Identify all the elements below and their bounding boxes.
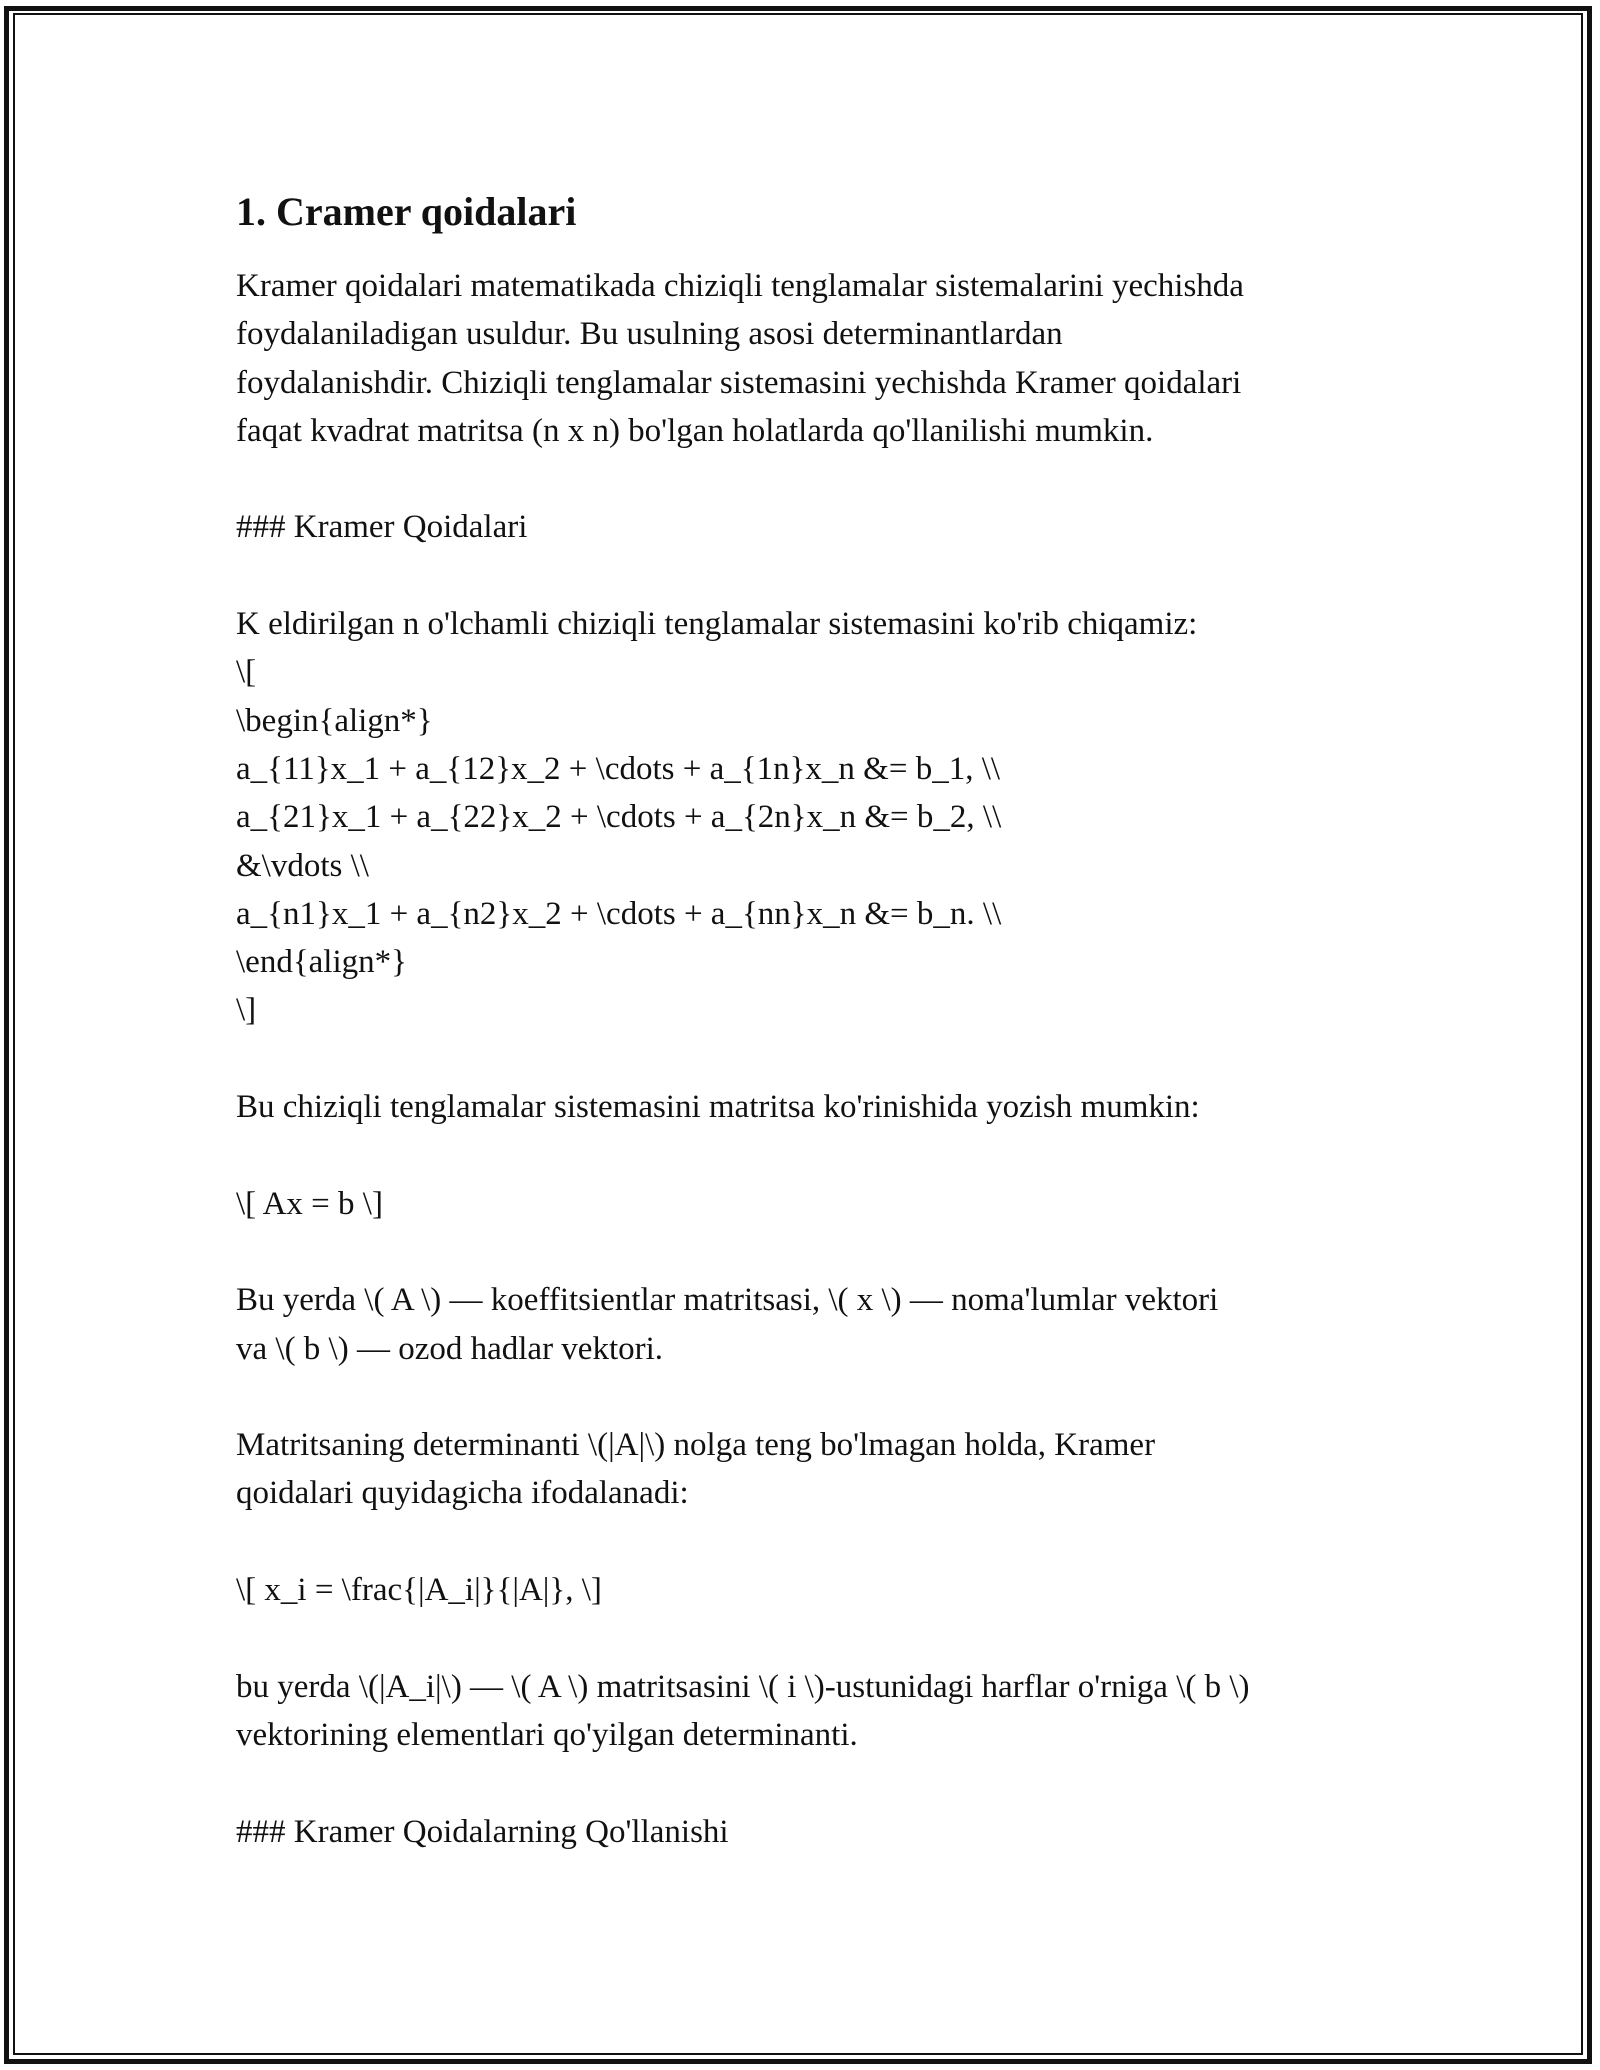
text-line: K eldirilgan n o'lchamli chiziqli tenglamalar sistemasini ko'rib chiqamiz:: [236, 606, 1198, 643]
text-line: a_{n1}x_1 + a_{n2}x_2 + \cdots + a_{nn}x_n &= b_n. \\: [236, 895, 1002, 932]
paragraph: [236, 1663, 1386, 1760]
paragraph: [236, 1421, 1386, 1518]
paragraph: [236, 1180, 1386, 1228]
paragraph: [236, 1566, 1386, 1614]
text-line: ### Kramer Qoidalari: [236, 509, 528, 546]
paragraph: [236, 1083, 1386, 1131]
text-line: \]: [236, 992, 257, 1029]
text-line: foydalanishdir. Chiziqli tenglamalar sistemasini yechishda Kramer qoidalari: [236, 364, 1242, 401]
paragraph-gap: [236, 1228, 1386, 1276]
text-line: faqat kvadrat matritsa (n x n) bo'lgan holatlarda qo'llanilishi mumkin.: [236, 412, 1154, 449]
text-line: vektorining elementlari qo'yilgan determinanti.: [236, 1716, 858, 1753]
text-line: \end{align*}: [236, 944, 407, 981]
text-line: va \( b \) — ozod hadlar vektori.: [236, 1330, 664, 1367]
paragraph-gap: [236, 455, 1386, 503]
paragraph: [236, 1808, 1386, 1856]
paragraph-gap: [236, 1373, 1386, 1421]
text-line: a_{21}x_1 + a_{22}x_2 + \cdots + a_{2n}x_n &= b_2, \\: [236, 799, 1002, 836]
paragraph-gap: [236, 552, 1386, 600]
paragraph-gap: [236, 1759, 1386, 1807]
text-line: \[ Ax = b \]: [236, 1185, 383, 1222]
paragraph-gap: [236, 1131, 1386, 1179]
text-line: Bu yerda \( A \) — koeffitsientlar matritsasi, \( x \) — noma'lumlar vektori: [236, 1282, 1219, 1319]
paragraph: [236, 600, 1386, 1035]
paragraph: [236, 503, 1386, 551]
text-line: \[ x_i = \frac{|A_i|}{|A|}, \]: [236, 1572, 602, 1609]
paragraph-gap: [236, 1614, 1386, 1662]
text-line: Matritsaning determinanti \(|A|\) nolga teng bo'lmagan holda, Kramer: [236, 1427, 1156, 1464]
paragraph: [236, 1276, 1386, 1373]
text-line: a_{11}x_1 + a_{12}x_2 + \cdots + a_{1n}x_n &= b_1, \\: [236, 750, 1001, 787]
text-line: foydalaniladigan usuldur. Bu usulning asosi determinantlardan: [236, 316, 1063, 353]
text-line: Kramer qoidalari matematikada chiziqli tenglamalar sistemalarini yechishda: [236, 268, 1244, 304]
paragraph-gap: [236, 1518, 1386, 1566]
text-blocks: [236, 262, 1386, 1856]
paragraph: [236, 262, 1386, 455]
text-line: qoidalari quyidagicha ifodalanadi:: [236, 1475, 689, 1512]
document-body: [236, 186, 1386, 1856]
text-line: \[: [236, 654, 257, 691]
section-title: 1. Cramer qoidalari: [236, 189, 577, 234]
text-line: Bu chiziqli tenglamalar sistemasini matritsa ko'rinishida yozish mumkin:: [236, 1089, 1200, 1126]
text-line: \begin{align*}: [236, 702, 433, 739]
text-line: ### Kramer Qoidalarning Qo'llanishi: [236, 1813, 729, 1850]
text-line: &\vdots \\: [236, 847, 369, 884]
paragraph-gap: [236, 1035, 1386, 1083]
text-line: bu yerda \(|A_i|\) — \( A \) matritsasini \( i \)-ustunidagi harflar o'rniga \( b \): [236, 1668, 1250, 1705]
